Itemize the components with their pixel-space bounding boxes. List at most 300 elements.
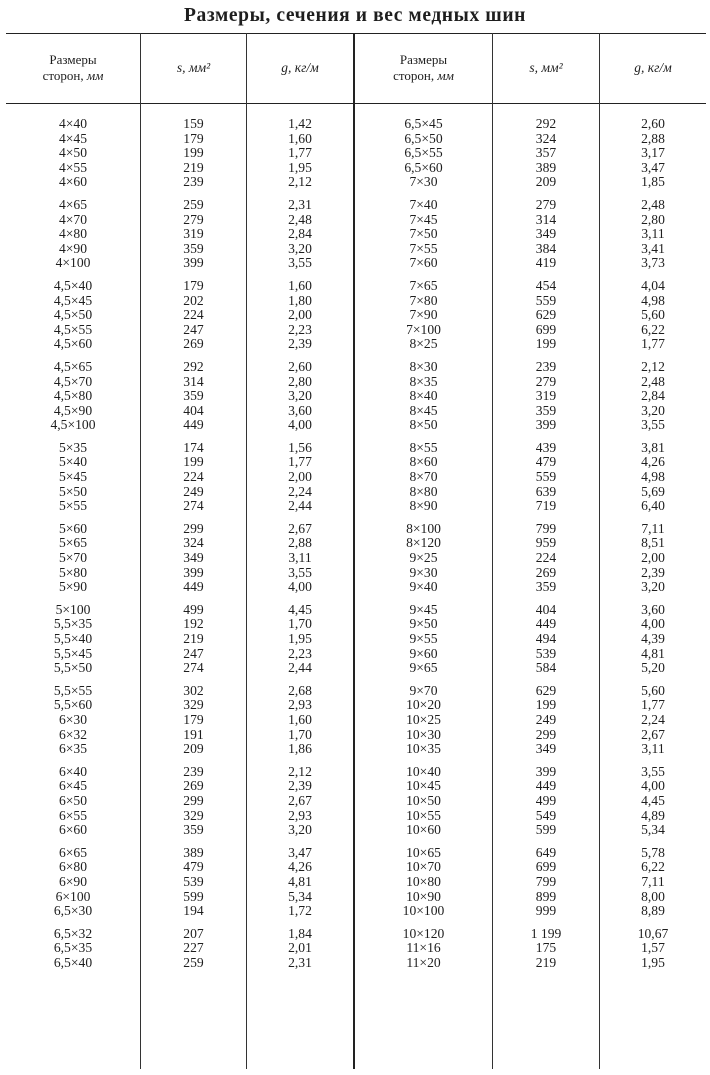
busbar-size-cell: 8×30 bbox=[409, 358, 438, 374]
section-area-cell: 599 bbox=[183, 888, 204, 904]
busbar-size-cell: 4,5×55 bbox=[53, 321, 93, 337]
busbar-size-cell: 4×65 bbox=[58, 196, 88, 212]
section-area-cell: 559 bbox=[535, 469, 557, 485]
busbar-size-cell: 10×40 bbox=[406, 763, 441, 779]
weight-cell: 1,77 bbox=[288, 145, 312, 161]
weight-cell: 1,77 bbox=[288, 454, 312, 470]
section-area-cell: 439 bbox=[535, 439, 557, 455]
weight-cell: 1,95 bbox=[641, 954, 665, 970]
weight-cell: 1,95 bbox=[288, 159, 312, 175]
section-area-cell: 479 bbox=[183, 859, 204, 875]
weight-cell: 2,00 bbox=[288, 469, 312, 485]
section-area-cell: 357 bbox=[535, 145, 557, 161]
weight-cell: 3,20 bbox=[641, 579, 665, 595]
section-area-cell: 239 bbox=[183, 763, 204, 779]
section-area-cell: 404 bbox=[183, 402, 204, 418]
busbar-size-cell: 4×40 bbox=[58, 116, 88, 131]
right-weight-column bbox=[600, 117, 706, 970]
busbar-size-cell: 5×45 bbox=[58, 469, 88, 485]
busbar-size-cell: 9×45 bbox=[409, 601, 438, 617]
busbar-size-cell: 6×65 bbox=[58, 844, 88, 860]
left-size-column bbox=[6, 117, 140, 970]
busbar-size-cell: 10×25 bbox=[406, 711, 441, 727]
section-area-cell: 499 bbox=[535, 792, 557, 808]
section-area-cell: 799 bbox=[535, 873, 557, 889]
weight-cell: 2,44 bbox=[288, 498, 312, 514]
section-area-cell: 259 bbox=[183, 954, 204, 970]
busbar-size-cell: 5×80 bbox=[58, 564, 88, 580]
weight-cell: 1,60 bbox=[288, 277, 312, 293]
section-area-cell: 584 bbox=[535, 660, 557, 676]
section-area-cell: 199 bbox=[535, 336, 557, 352]
weight-cell: 5,34 bbox=[641, 822, 665, 838]
busbar-size-cell: 4,5×50 bbox=[53, 307, 93, 323]
section-area-cell: 319 bbox=[535, 388, 557, 404]
section-area-cell: 224 bbox=[535, 550, 557, 566]
header-g-left bbox=[247, 33, 353, 103]
busbar-size-cell: 8×80 bbox=[409, 483, 438, 499]
busbar-size-cell: 5,5×45 bbox=[53, 645, 93, 661]
busbar-size-cell: 11×20 bbox=[406, 954, 441, 970]
busbar-size-cell: 6,5×30 bbox=[53, 903, 93, 919]
section-area-cell: 699 bbox=[535, 859, 557, 875]
section-area-cell: 639 bbox=[535, 483, 557, 499]
section-area-cell: 249 bbox=[535, 711, 557, 727]
busbar-size-cell: 10×80 bbox=[406, 873, 441, 889]
weight-cell: 2,44 bbox=[288, 660, 312, 676]
weight-cell: 2,60 bbox=[641, 116, 665, 131]
weight-cell: 2,00 bbox=[641, 550, 665, 566]
section-area-cell: 247 bbox=[183, 321, 204, 337]
weight-cell: 1,60 bbox=[288, 711, 312, 727]
busbar-size-cell: 4,5×70 bbox=[53, 373, 93, 389]
weight-cell: 1,70 bbox=[288, 726, 312, 742]
section-area-cell: 239 bbox=[535, 358, 557, 374]
busbar-size-cell: 8×100 bbox=[406, 520, 441, 536]
left-weight-column bbox=[247, 117, 353, 970]
weight-cell: 2,68 bbox=[288, 682, 312, 698]
weight-cell: 2,31 bbox=[288, 196, 312, 212]
weight-cell: 6,22 bbox=[641, 321, 665, 337]
weight-cell: 2,84 bbox=[288, 226, 312, 242]
section-area-cell: 175 bbox=[535, 940, 557, 956]
section-area-cell: 454 bbox=[535, 277, 557, 293]
weight-cell: 2,60 bbox=[288, 358, 312, 374]
section-area-cell: 269 bbox=[535, 564, 557, 580]
section-area-cell: 192 bbox=[183, 616, 204, 632]
busbar-size-cell: 5,5×40 bbox=[53, 631, 93, 646]
header-s-unit: мм² bbox=[541, 60, 563, 75]
busbar-size-cell: 5×65 bbox=[58, 535, 88, 551]
busbar-size-cell: 9×40 bbox=[409, 579, 438, 595]
weight-cell: 2,12 bbox=[288, 763, 312, 779]
section-area-cell: 359 bbox=[183, 240, 204, 256]
section-area-cell: 199 bbox=[183, 454, 204, 470]
weight-cell: 2,48 bbox=[641, 373, 665, 389]
busbar-size-cell: 10×45 bbox=[406, 778, 441, 794]
busbar-size-cell: 10×50 bbox=[406, 792, 441, 808]
busbar-size-cell: 10×30 bbox=[406, 726, 441, 742]
weight-cell: 3,11 bbox=[641, 226, 665, 242]
section-area-cell: 399 bbox=[183, 255, 204, 271]
weight-cell: 6,22 bbox=[641, 859, 665, 875]
section-area-cell: 299 bbox=[535, 726, 557, 742]
section-area-cell: 599 bbox=[535, 822, 557, 838]
section-area-cell: 539 bbox=[183, 873, 204, 889]
section-area-cell: 259 bbox=[183, 196, 204, 212]
weight-cell: 2,39 bbox=[288, 778, 312, 794]
busbar-size-cell: 7×80 bbox=[409, 292, 438, 308]
busbar-size-cell: 9×50 bbox=[409, 616, 438, 632]
section-area-cell: 349 bbox=[535, 226, 557, 242]
weight-cell: 2,39 bbox=[641, 564, 665, 580]
section-area-cell: 314 bbox=[183, 373, 204, 389]
weight-cell: 3,47 bbox=[641, 159, 665, 175]
weight-cell: 4,26 bbox=[641, 454, 665, 470]
section-area-cell: 207 bbox=[183, 925, 204, 941]
busbar-size-cell: 10×35 bbox=[406, 741, 441, 757]
weight-cell: 3,60 bbox=[288, 402, 312, 418]
section-area-cell: 329 bbox=[183, 697, 204, 713]
header-size-word: сторон, bbox=[42, 68, 84, 83]
weight-cell: 3,20 bbox=[288, 240, 312, 256]
header-g-right bbox=[600, 33, 706, 103]
weight-cell: 2,23 bbox=[288, 321, 312, 337]
section-area-cell: 329 bbox=[183, 807, 204, 823]
section-area-cell: 209 bbox=[535, 174, 557, 190]
busbar-size-cell: 5,5×35 bbox=[53, 616, 93, 632]
busbar-size-cell: 10×55 bbox=[406, 807, 441, 823]
section-area-cell: 249 bbox=[183, 483, 204, 499]
busbar-size-cell: 4×70 bbox=[58, 211, 88, 227]
busbar-size-cell: 6,5×35 bbox=[53, 940, 93, 956]
busbar-size-cell: 6,5×32 bbox=[53, 925, 93, 941]
weight-cell: 3,55 bbox=[288, 564, 312, 580]
weight-cell: 3,20 bbox=[288, 822, 312, 838]
section-area-cell: 224 bbox=[183, 307, 204, 323]
section-area-cell: 479 bbox=[535, 454, 557, 470]
weight-cell: 1,84 bbox=[288, 925, 312, 941]
weight-cell: 2,88 bbox=[288, 535, 312, 551]
weight-cell: 8,89 bbox=[641, 903, 665, 919]
weight-cell: 2,67 bbox=[288, 792, 312, 808]
section-area-cell: 219 bbox=[183, 631, 204, 646]
busbar-size-cell: 6×32 bbox=[58, 726, 88, 742]
weight-cell: 2,24 bbox=[641, 711, 665, 727]
header-size-word: сторон, bbox=[393, 68, 435, 83]
busbar-size-cell: 9×25 bbox=[409, 550, 438, 566]
busbar-size-cell: 4×60 bbox=[58, 174, 88, 190]
section-area-cell: 719 bbox=[535, 498, 557, 514]
weight-cell: 4,98 bbox=[641, 469, 665, 485]
weight-cell: 4,00 bbox=[641, 778, 665, 794]
busbar-size-cell: 10×120 bbox=[402, 925, 445, 941]
weight-cell: 4,00 bbox=[288, 417, 312, 433]
busbar-size-cell: 5×55 bbox=[58, 498, 88, 514]
weight-cell: 3,11 bbox=[288, 550, 312, 566]
busbar-size-cell: 8×70 bbox=[409, 469, 438, 485]
section-area-cell: 209 bbox=[183, 741, 204, 757]
busbar-size-cell: 5,5×50 bbox=[53, 660, 93, 676]
weight-cell: 5,60 bbox=[641, 307, 665, 323]
header-size-unit: мм bbox=[437, 68, 454, 83]
section-area-cell: 649 bbox=[535, 844, 557, 860]
section-area-cell: 539 bbox=[535, 645, 557, 661]
weight-cell: 4,45 bbox=[288, 601, 312, 617]
weight-cell: 4,00 bbox=[641, 616, 665, 632]
busbar-size-cell: 8×60 bbox=[409, 454, 438, 470]
weight-cell: 2,93 bbox=[288, 697, 312, 713]
weight-cell: 2,80 bbox=[641, 211, 665, 227]
busbar-size-cell: 8×50 bbox=[409, 417, 438, 433]
busbar-size-cell: 4,5×80 bbox=[53, 388, 93, 404]
weight-cell: 2,84 bbox=[641, 388, 665, 404]
weight-cell: 3,47 bbox=[288, 844, 312, 860]
weight-cell: 7,11 bbox=[641, 520, 665, 536]
weight-cell: 2,00 bbox=[288, 307, 312, 323]
section-area-cell: 319 bbox=[183, 226, 204, 242]
section-area-cell: 279 bbox=[535, 196, 557, 212]
weight-cell: 2,12 bbox=[288, 174, 312, 190]
section-area-cell: 359 bbox=[535, 402, 557, 418]
busbar-size-cell: 6×40 bbox=[58, 763, 88, 779]
weight-cell: 4,04 bbox=[641, 277, 665, 293]
busbar-size-cell: 5×70 bbox=[58, 550, 88, 566]
busbar-size-cell: 10×60 bbox=[406, 822, 441, 838]
header-g-label: g, bbox=[281, 60, 292, 75]
section-area-cell: 399 bbox=[183, 564, 204, 580]
section-area-cell: 239 bbox=[183, 174, 204, 190]
busbar-size-cell: 6×50 bbox=[58, 792, 88, 808]
section-area-cell: 419 bbox=[535, 255, 557, 271]
busbar-size-cell: 6,5×55 bbox=[404, 145, 443, 161]
section-area-cell: 274 bbox=[183, 498, 204, 514]
busbar-size-cell: 9×30 bbox=[409, 564, 438, 580]
busbar-size-cell: 8×90 bbox=[409, 498, 438, 514]
busbar-size-cell: 8×45 bbox=[409, 402, 438, 418]
header-size-right bbox=[355, 33, 492, 103]
section-area-cell: 302 bbox=[183, 682, 204, 698]
weight-cell: 3,60 bbox=[641, 601, 665, 617]
section-area-cell: 384 bbox=[535, 240, 557, 256]
busbar-size-cell: 7×30 bbox=[409, 174, 438, 190]
weight-cell: 5,20 bbox=[641, 660, 665, 676]
busbar-size-cell: 9×65 bbox=[409, 660, 438, 676]
weight-cell: 3,55 bbox=[288, 255, 312, 271]
header-s-label: s, bbox=[176, 60, 186, 75]
section-area-cell: 314 bbox=[535, 211, 557, 227]
section-area-cell: 349 bbox=[183, 550, 204, 566]
header-s-label: s, bbox=[529, 60, 538, 75]
weight-cell: 1,77 bbox=[641, 336, 665, 352]
section-area-cell: 174 bbox=[183, 439, 204, 455]
weight-cell: 2,24 bbox=[288, 483, 312, 499]
weight-cell: 8,00 bbox=[641, 888, 665, 904]
weight-cell: 5,34 bbox=[288, 888, 312, 904]
weight-cell: 10,67 bbox=[637, 925, 669, 941]
busbar-size-cell: 10×70 bbox=[406, 859, 441, 875]
section-area-cell: 299 bbox=[183, 520, 204, 536]
busbar-size-cell: 4,5×45 bbox=[53, 292, 93, 308]
right-section-column bbox=[493, 117, 599, 970]
busbar-size-cell: 10×65 bbox=[406, 844, 441, 860]
weight-cell: 3,81 bbox=[641, 439, 665, 455]
weight-cell: 4,98 bbox=[641, 292, 665, 308]
section-area-cell: 202 bbox=[183, 292, 204, 308]
header-size-left bbox=[6, 33, 140, 103]
busbar-size-cell: 6×55 bbox=[58, 807, 88, 823]
busbar-size-cell: 9×60 bbox=[409, 645, 438, 661]
busbar-size-cell: 9×55 bbox=[409, 631, 438, 646]
busbar-size-cell: 8×40 bbox=[409, 388, 438, 404]
weight-cell: 1,95 bbox=[288, 631, 312, 646]
section-area-cell: 199 bbox=[535, 697, 557, 713]
weight-cell: 2,23 bbox=[288, 645, 312, 661]
busbar-size-cell: 4,5×90 bbox=[53, 402, 93, 418]
busbar-size-cell: 5,5×60 bbox=[53, 697, 93, 713]
weight-cell: 5,78 bbox=[641, 844, 665, 860]
busbar-size-cell: 4×55 bbox=[58, 159, 88, 175]
busbar-size-cell: 7×40 bbox=[409, 196, 438, 212]
busbar-size-cell: 4×45 bbox=[58, 130, 88, 146]
busbar-size-cell: 4×50 bbox=[58, 145, 88, 161]
section-area-cell: 389 bbox=[535, 159, 557, 175]
section-area-cell: 449 bbox=[183, 579, 204, 595]
section-area-cell: 559 bbox=[535, 292, 557, 308]
busbar-size-cell: 7×100 bbox=[406, 321, 441, 337]
busbar-size-cell: 6×45 bbox=[58, 778, 88, 794]
weight-cell: 2,48 bbox=[641, 196, 665, 212]
section-area-cell: 279 bbox=[535, 373, 557, 389]
section-area-cell: 224 bbox=[183, 469, 204, 485]
section-area-cell: 629 bbox=[535, 307, 557, 323]
busbar-size-cell: 8×120 bbox=[406, 535, 441, 551]
busbar-size-cell: 4,5×60 bbox=[53, 336, 93, 352]
weight-cell: 5,69 bbox=[641, 483, 665, 499]
weight-cell: 3,20 bbox=[288, 388, 312, 404]
header-size-line1: Размеры bbox=[399, 52, 448, 67]
busbar-size-cell: 6×30 bbox=[58, 711, 88, 727]
busbar-size-cell: 8×55 bbox=[409, 439, 438, 455]
weight-cell: 1,42 bbox=[288, 116, 312, 131]
busbar-size-cell: 8×25 bbox=[409, 336, 438, 352]
busbar-size-cell: 7×50 bbox=[409, 226, 438, 242]
section-area-cell: 292 bbox=[535, 116, 557, 131]
header-s-left bbox=[141, 33, 246, 103]
section-area-cell: 499 bbox=[183, 601, 204, 617]
busbar-size-cell: 7×55 bbox=[409, 240, 438, 256]
section-area-cell: 179 bbox=[183, 277, 204, 293]
section-area-cell: 899 bbox=[535, 888, 557, 904]
weight-cell: 3,11 bbox=[641, 741, 665, 757]
weight-cell: 3,20 bbox=[641, 402, 665, 418]
busbar-size-cell: 9×70 bbox=[409, 682, 438, 698]
busbar-size-cell: 5×35 bbox=[58, 439, 88, 455]
section-area-cell: 279 bbox=[183, 211, 204, 227]
weight-cell: 3,17 bbox=[641, 145, 665, 161]
section-area-cell: 359 bbox=[183, 388, 204, 404]
busbar-size-cell: 6,5×60 bbox=[404, 159, 443, 175]
section-area-cell: 494 bbox=[535, 631, 557, 646]
header-size-unit: мм bbox=[86, 68, 104, 83]
busbar-size-cell: 6×80 bbox=[58, 859, 88, 875]
weight-cell: 7,11 bbox=[641, 873, 665, 889]
weight-cell: 1,60 bbox=[288, 130, 312, 146]
section-area-cell: 399 bbox=[535, 417, 557, 433]
section-area-cell: 324 bbox=[535, 130, 557, 146]
weight-cell: 4,81 bbox=[288, 873, 312, 889]
header-size-line2 bbox=[43, 68, 104, 84]
weight-cell: 6,40 bbox=[641, 498, 665, 514]
busbar-size-cell: 10×90 bbox=[406, 888, 441, 904]
section-area-cell: 549 bbox=[535, 807, 557, 823]
section-area-cell: 179 bbox=[183, 130, 204, 146]
section-area-cell: 269 bbox=[183, 336, 204, 352]
left-section-column bbox=[141, 117, 246, 970]
busbar-size-cell: 6,5×45 bbox=[404, 116, 443, 131]
header-g-unit: кг/м bbox=[647, 60, 672, 75]
busbar-size-cell: 7×60 bbox=[409, 255, 438, 271]
weight-cell: 2,67 bbox=[641, 726, 665, 742]
section-area-cell: 247 bbox=[183, 645, 204, 661]
section-area-cell: 219 bbox=[183, 159, 204, 175]
weight-cell: 1,56 bbox=[288, 439, 312, 455]
busbar-size-cell: 5×100 bbox=[55, 601, 91, 617]
weight-cell: 4,26 bbox=[288, 859, 312, 875]
busbar-size-cell: 5×60 bbox=[58, 520, 88, 536]
section-area-cell: 159 bbox=[183, 116, 204, 131]
busbar-size-cell: 6×100 bbox=[55, 888, 91, 904]
section-area-cell: 227 bbox=[183, 940, 204, 956]
weight-cell: 3,55 bbox=[641, 417, 665, 433]
header-size-line1: Размеры bbox=[49, 52, 97, 67]
section-area-cell: 359 bbox=[535, 579, 557, 595]
weight-cell: 4,00 bbox=[288, 579, 312, 595]
weight-cell: 3,55 bbox=[641, 763, 665, 779]
weight-cell: 2,88 bbox=[641, 130, 665, 146]
weight-cell: 2,67 bbox=[288, 520, 312, 536]
right-size-column bbox=[355, 117, 492, 970]
weight-cell: 5,60 bbox=[641, 682, 665, 698]
weight-cell: 8,51 bbox=[641, 535, 665, 551]
busbar-size-cell: 4×80 bbox=[58, 226, 88, 242]
section-area-cell: 399 bbox=[535, 763, 557, 779]
weight-cell: 2,48 bbox=[288, 211, 312, 227]
busbar-size-cell: 7×45 bbox=[409, 211, 438, 227]
busbar-size-cell: 10×100 bbox=[402, 903, 445, 919]
busbar-size-cell: 5,5×55 bbox=[53, 682, 93, 698]
header-s-right bbox=[493, 33, 599, 103]
busbar-size-cell: 10×20 bbox=[406, 697, 441, 713]
weight-cell: 4,39 bbox=[641, 631, 665, 646]
page-title: Размеры, сечения и вес медных шин bbox=[183, 5, 527, 26]
section-area-cell: 999 bbox=[535, 903, 557, 919]
section-area-cell: 1 199 bbox=[530, 925, 562, 941]
weight-cell: 3,41 bbox=[641, 240, 665, 256]
weight-cell: 2,31 bbox=[288, 954, 312, 970]
section-area-cell: 959 bbox=[535, 535, 557, 551]
section-area-cell: 324 bbox=[183, 535, 204, 551]
section-area-cell: 404 bbox=[535, 601, 557, 617]
weight-cell: 2,80 bbox=[288, 373, 312, 389]
header-g-label: g, bbox=[634, 60, 645, 75]
section-area-cell: 629 bbox=[535, 682, 557, 698]
weight-cell: 4,89 bbox=[641, 807, 665, 823]
section-area-cell: 799 bbox=[535, 520, 557, 536]
section-area-cell: 194 bbox=[183, 903, 204, 919]
header-s-unit: мм² bbox=[188, 60, 211, 75]
busbar-size-cell: 6×90 bbox=[58, 873, 88, 889]
